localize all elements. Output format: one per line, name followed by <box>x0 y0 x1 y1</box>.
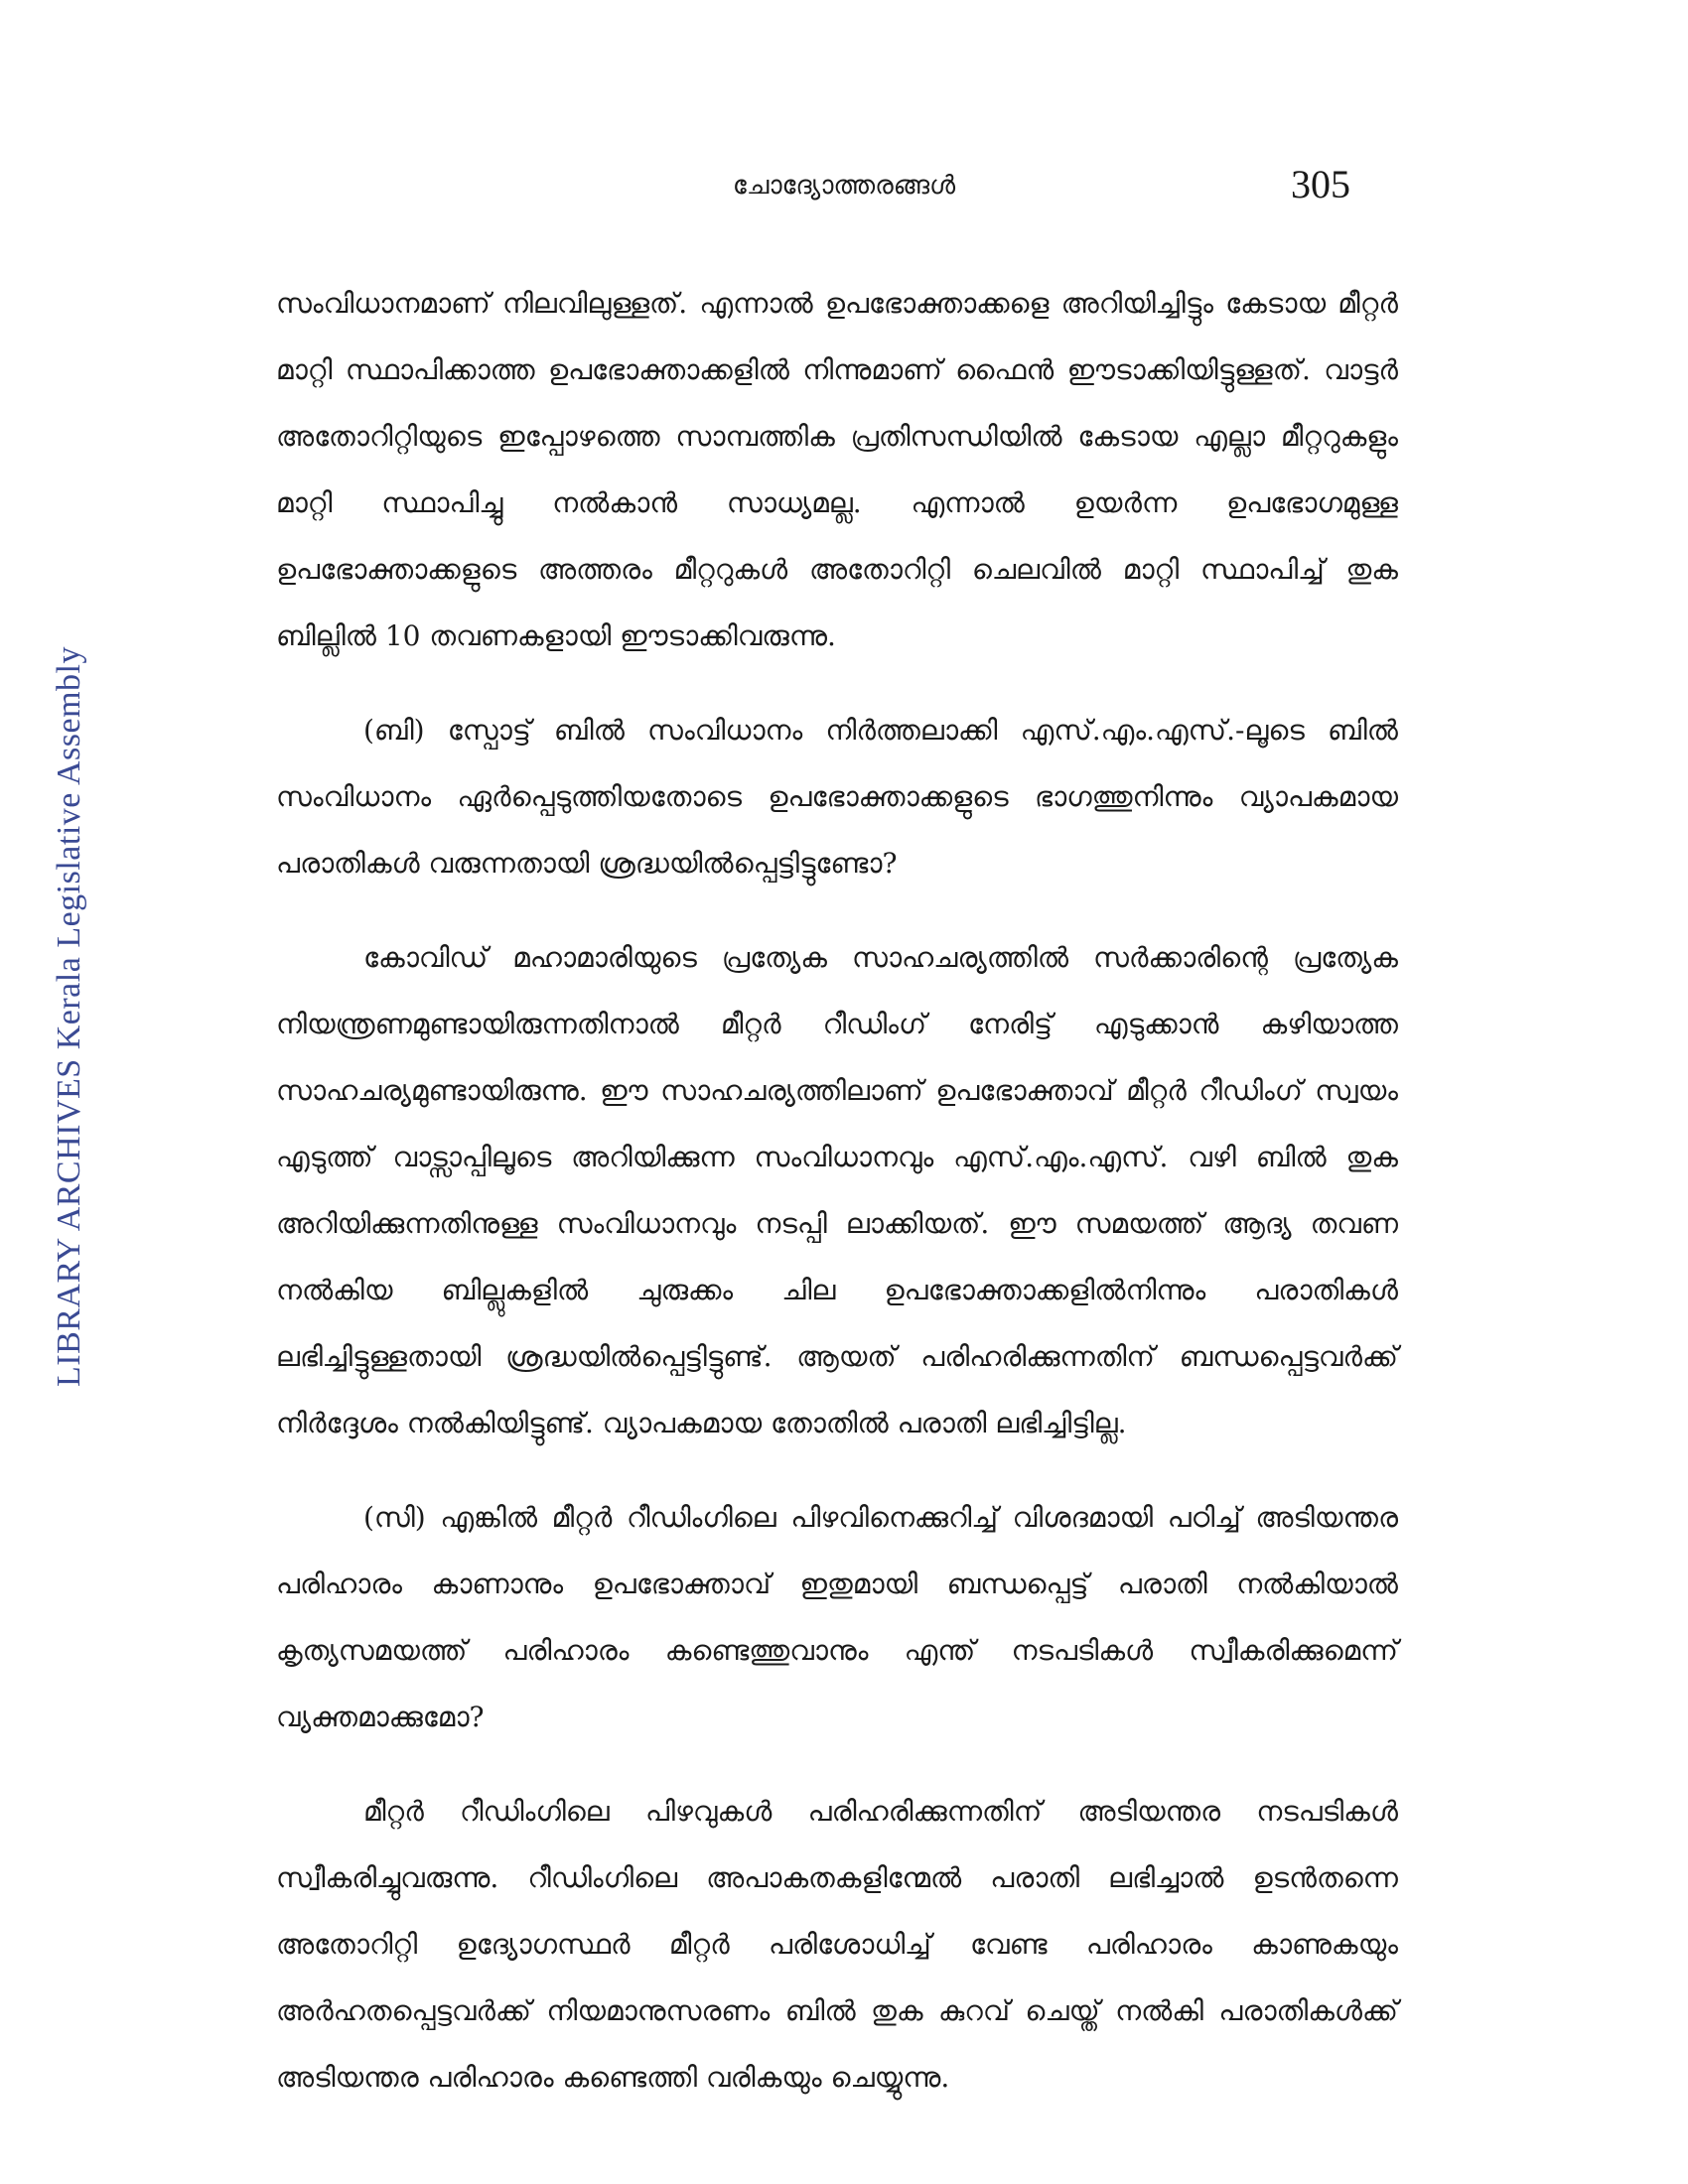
paragraph-answer-a-continued: സംവിധാനമാണ് നിലവിലുള്ളത്. എന്നാൽ ഉപഭോക്താക്കളെ അറിയിച്ചിട്ടും കേടായ മീറ്റർ മാറ്റി സ്ഥാപിക്കാത്ത ഉപഭോക്താക്കളിൽ നിന്നുമാണ് ഫൈൻ ഈടാക്കിയിട്ടുള്ളത്. വാട്ടർ അതോറിറ്റിയുടെ ഇപ്പോഴത്തെ സാമ്പത്തിക പ്രതിസന്ധിയിൽ കേടായ എല്ലാ മീറ്ററുകളും മാറ്റി സ്ഥാപിച്ചു നൽകാൻ സാധ്യമല്ല. എന്നാൽ ഉയർന്ന ഉപഭോഗമുള്ള ഉപഭോക്താക്കളുടെ അത്തരം മീറ്ററുകൾ അതോറിറ്റി ചെലവിൽ മാറ്റി സ്ഥാപിച്ച് തുക ബില്ലിൽ 10 തവണകളായി ഈടാക്കിവരുന്നു. <box>276 287 1398 652</box>
paragraph-answer-b: കോവിഡ് മഹാമാരിയുടെ പ്രത്യേക സാഹചര്യത്തിൽ സർക്കാരിന്റെ പ്രത്യേക നിയന്ത്രണമുണ്ടായിരുന്നതിനാൽ മീറ്റർ റീഡിംഗ് നേരിട്ട് എടുക്കാൻ കഴിയാത്ത സാഹചര്യമുണ്ടായിരുന്നു. ഈ സാഹചര്യത്തിലാണ് ഉപഭോക്താവ് മീറ്റർ റീഡിംഗ് സ്വയം എടുത്ത് വാട്സാപ്പിലൂടെ അറിയിക്കുന്ന സംവിധാനവും എസ്.എം.എസ്. വഴി ബിൽ തുക അറിയിക്കുന്നതിനുള്ള സംവിധാനവും നടപ്പി ലാക്കിയത്. ഈ സമയത്ത് ആദ്യ തവണ നൽകിയ ബില്ലുകളിൽ ചുരുക്കം ചില ഉപഭോക്താക്കളിൽനിന്നും പരാതികൾ ലഭിച്ചിട്ടുള്ളതായി ശ്രദ്ധയിൽപ്പെട്ടിട്ടുണ്ട്. ആയത് പരിഹരിക്കുന്നതിന് ബന്ധപ്പെട്ടവർക്ക് നിർദ്ദേശം നൽകിയിട്ടുണ്ട്. വ്യാപകമായ തോതിൽ പരാതി ലഭിച്ചിട്ടില്ല. <box>276 941 1398 1439</box>
running-header-title: ചോദ്യോത്തരങ്ങൾ <box>732 171 956 201</box>
page-body <box>276 270 1398 2138</box>
paragraph-answer-c: മീറ്റർ റീഡിംഗിലെ പിഴവുകൾ പരിഹരിക്കുന്നതിന് അടിയന്തര നടപടികൾ സ്വീകരിച്ചുവരുന്നു. റീഡിംഗിലെ അപാകതകളിന്മേൽ പരാതി ലഭിച്ചാൽ ഉടൻതന്നെ അതോറിറ്റി ഉദ്യോഗസ്ഥർ മീറ്റർ പരിശോധിച്ച് വേണ്ട പരിഹാരം കാണുകയും അർഹതപ്പെട്ടവർക്ക് നിയമാനുസരണം ബിൽ തുക കുറവ് ചെയ്ത് നൽകി പരാതികൾക്ക് അടിയന്തര പരിഹാരം കണ്ടെത്തി വരികയും ചെയ്യുന്നു. <box>276 1795 1398 2094</box>
paragraph-question-c: (സി) എങ്കിൽ മീറ്റർ റീഡിംഗിലെ പിഴവിനെക്കുറിച്ച് വിശദമായി പഠിച്ച് അടിയന്തര പരിഹാരം കാണാനും ഉപഭോക്താവ് ഇതുമായി ബന്ധപ്പെട്ട് പരാതി നൽകിയാൽ കൃത്യസമയത്ത് പരിഹാരം കണ്ടെത്തുവാനും എന്ത് നടപടികൾ സ്വീകരിക്കുമെന്ന് വ്യക്തമാക്കുമോ? <box>276 1501 1398 1733</box>
paragraph-question-b: (ബി) സ്പോട്ട് ബിൽ സംവിധാനം നിർത്തലാക്കി എസ്.എം.എസ്.-ലൂടെ ബിൽ സംവിധാനം ഏർപ്പെടുത്തിയതോടെ ഉപഭോക്താക്കളുടെ ഭാഗത്തുനിന്നും വ്യാപകമായ പരാതികൾ വരുന്നതായി ശ്രദ്ധയിൽപ്പെട്ടിട്ടുണ്ടോ? <box>276 714 1398 880</box>
page-number: 305 <box>1291 162 1350 206</box>
archive-watermark: LIBRARY ARCHIVES Kerala Legislative Assembly <box>51 646 87 1388</box>
